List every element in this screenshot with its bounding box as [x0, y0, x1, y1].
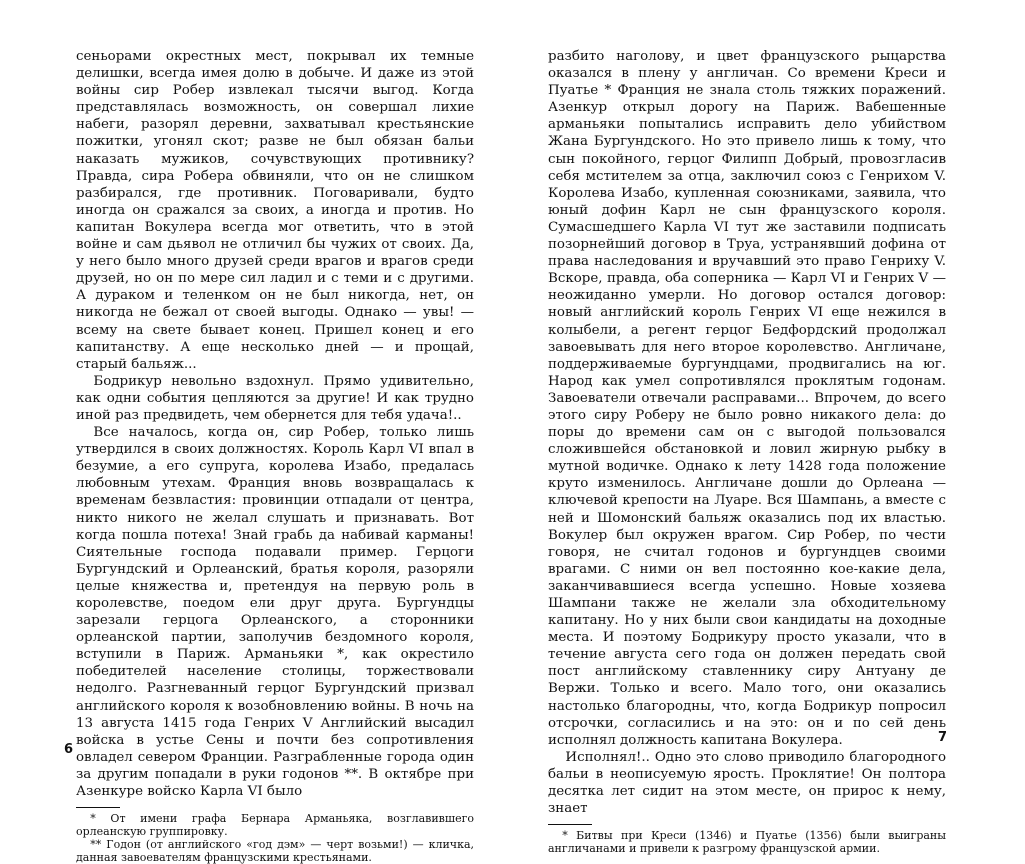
right-paragraph-2: Исполнял!.. Одно это слово приводило благородного бальи в неописуемую ярость. Проклятие! Он полтора десятка лет сидит на этом месте, он прирос к нему, знает — [548, 749, 946, 817]
footnote-godon: ** Годон (от английского «год дэм» — черт возьми!) — кличка, данная завоевателям французскими крестьянами. — [76, 838, 474, 864]
right-paragraph-1: разбито наголову, и цвет французского рыцарства оказался в плену у англичан. Со времени Креси и Пуатье * Франция не знала столь тяжких поражений. Азенкур открыл дорогу на Париж. Вабешенные арманьяки попытались исправить дело убийством Жана Бургундского. Но это привело лишь к тому, что сын покойного, герцог Филипп Добрый, провозгласив себя мстителем за отца, заключил союз с Генрихом V. Королева Изабо, купленная союзниками, заявила, что юный дофин Карл не сын французского короля. Сумасшедшего Карла VI тут же заставили подписать позорнейший договор в Труа, устранявший дофина от права наследования и вручавший это право Генриху V. Вскоре, правда, оба соперника — Карл VI и Генрих V — неожиданно умерли. Но договор остался договор: новый английский король Генрих VI еще нежился в колыбели, а регент герцог Бедфордский продолжал завоевывать для него второе королевство. Англичане, поддерживаемые бургундцами, продвигались на юг. Народ как умел сопротивлялся проклятым годонам. Завоеватели отвечали расправами... Впрочем, до всего этого сиру Роберу не было ровно никакого дела: до поры до времени сам он с выгодой пользовался сложившейся обстановкой и ловил жирную рыбку в мутной водичке. Однако к лету 1428 года положение круто изменилось. Англичане дошли до Орлеана — ключевой крепости на Луаре. Вся Шампань, а вместе с ней и Шомонский бальяж оказались под их властью. Вокулер был окружен врагом. Сир Робер, по чести говоря, не считал годонов и бургундцев своими врагами. С ними он вел постоянно кое-какие дела, заканчивавшиеся всегда успешно. Новые хозяева Шампани также не желали зла обходительному капитану. Но у них были свои кандидаты на доходные места. И поэтому Бодрикуру просто указали, что в течение августа сего года он должен передать свой пост английскому ставленнику сиру Антуану де Вержи. Только и всего. Мало того, они оказались настолько благородны, что, когда Бодрикур попросил отсрочки, согласились и на это: он и по сей день исполнял должность капитана Вокулера. — [548, 49, 946, 748]
left-paragraph-1: сеньорами окрестных мест, покрывал их темные делишки, всегда имея долю в добыче. И даже из этой войны сир Робер извлекал тысячи выгод. Когда представлялась возможность, он совершал лихие набеги, разорял деревни, захватывал крестьянские пожитки, угонял скот; разве не был обязан бальи наказать мужиков, сочувствующих противнику? Правда, сира Робера обвиняли, что он не слишком разбирался, где противник. Поговаривали, будто иногда он сражался за своих, а иногда и против. Но капитан Вокулера всегда мог ответить, что в этой войне и сам дьявол не отличил бы чужих от своих. Да, у него было много друзей среди врагов и врагов среди друзей, но он по мере сил ладил и с теми и с другими. А дураком и теленком он не был никогда, нет, он никогда не бежал от своей выгоды. Однако — увы! — всему на свете бывает конец. Пришел конец и его капитанству. А еще несколько дней — и прощай, старый бальяж... — [76, 49, 474, 372]
footnote-rule — [76, 807, 120, 808]
right-footnotes — [548, 829, 946, 855]
footnote-armagnac: * От имени графа Бернара Арманьяка, возглавившего орлеанскую группировку. — [76, 812, 474, 839]
left-paragraph-2: Бодрикур невольно вздохнул. Прямо удивительно, как одни события цепляются за другие! И как трудно иной раз предвидеть, чем обернется для тебя удача!.. — [76, 373, 474, 423]
right-page-text — [548, 48, 946, 817]
left-footnotes — [76, 812, 474, 864]
footnote-battles: * Битвы при Креси (1346) и Пуатье (1356) были выиграны англичанами и привели к разгрому французской армии. — [548, 829, 946, 856]
right-page — [548, 48, 946, 855]
left-paragraph-3: Все началось, когда он, сир Робер, только лишь утвердился в своих должностях. Король Карл VI впал в безумие, а его супруга, королева Изабо, предалась любовным утехам. Франция вновь возвращалась к временам безвластия: провинции отпадали от центра, никто никого не желал слушать и признавать. Вот когда пошла потеха! Знай грабь да набивай карманы! Сиятельные господа подавали пример. Герцоги Бургундский и Орлеанский, братья короля, разоряли целые княжества и, претендуя на первую роль в королевстве, поедом ели друг друга. Бургундцы зарезали герцога Орлеанского, а сторонники орлеанской партии, заполучив бездомного короля, вступили в Париж. Арманьяки *, как окрестило победителей население столицы, торжествовали недолго. Разгневанный герцог Бургундский призвал английского короля к возобновлению войны. В ночь на 13 августа 1415 года Генрих V Английский высадил войска в устье Сены и почти без сопротивления овладел севером Франции. Разграбленные города один за другим попадали в руки годонов **. В октябре при Азенкуре войско Карла VI было — [76, 425, 474, 800]
page-number-left: 6 — [64, 742, 74, 757]
page-number-right: 7 — [938, 730, 948, 745]
footnote-rule — [548, 824, 592, 825]
left-page — [76, 48, 474, 864]
left-page-text — [76, 48, 474, 800]
